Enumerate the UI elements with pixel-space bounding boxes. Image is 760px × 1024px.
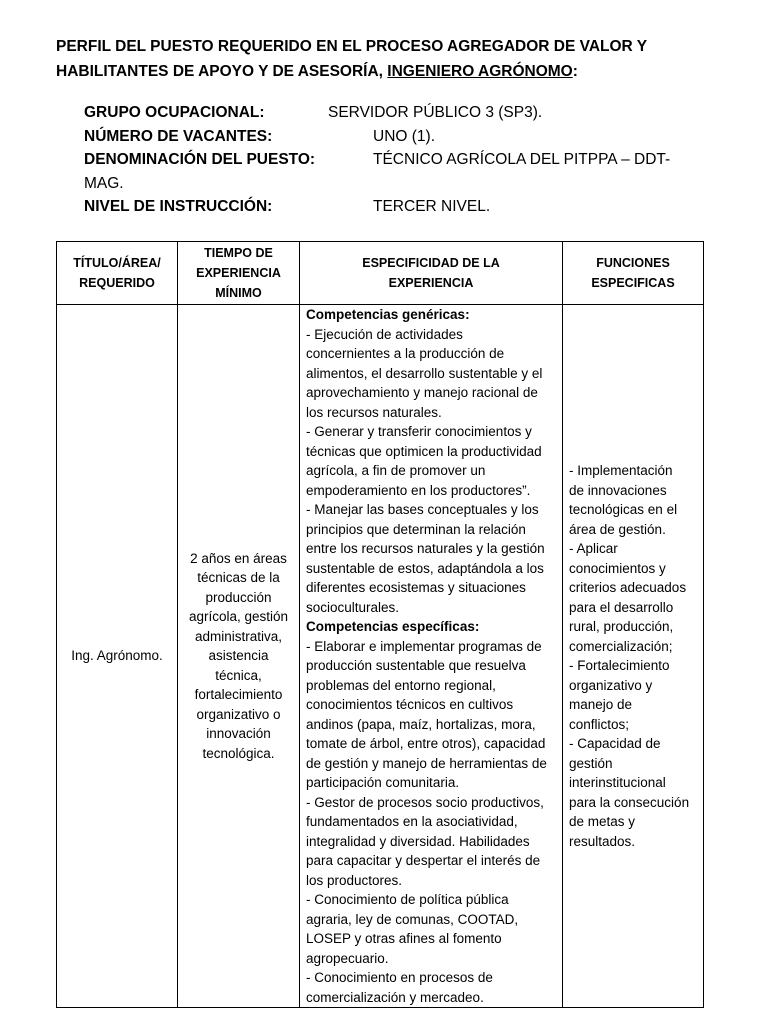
function-line: manejo de (569, 697, 633, 712)
function-line: conocimientos y (569, 560, 666, 576)
experience-line: - Ejecución de actividades (306, 326, 463, 342)
experience-line: - Conocimiento de política pública (306, 892, 509, 907)
header-titulo: TÍTULO/ÁREA/ REQUERIDO (57, 242, 178, 305)
title-position-name: INGENIERO AGRÓNOMO (387, 63, 573, 80)
experience-line: producción sustentable que resuelva (306, 658, 526, 673)
cell-especificidad (300, 305, 563, 1008)
competencias-heading: Competencias específicas: (306, 619, 480, 634)
function-line: para la consecución (569, 794, 690, 810)
experience-line: agraria, ley de comunas, COOTAD, (306, 911, 519, 927)
function-line: - Aplicar (569, 541, 618, 556)
grupo-label: GRUPO OCUPACIONAL: (84, 104, 265, 121)
table-header-row (57, 242, 704, 305)
info-row-denominacion (84, 148, 724, 195)
experience-line: conocimientos técnicos en cultivos (306, 697, 514, 712)
position-info (84, 101, 724, 219)
header-funciones: FUNCIONES ESPECIFICAS (563, 242, 704, 305)
denominacion-continuation: MAG. (84, 174, 124, 192)
experience-line: para capacitar y despertar el interés de (306, 853, 541, 868)
experience-line: - Gestor de procesos socio productivos, (306, 794, 544, 810)
experience-line: participación comunitaria. (306, 775, 460, 790)
experience-line: entre los recursos naturales y la gestión (306, 541, 545, 556)
experience-line: técnicas que optimicen la productividad (306, 443, 542, 459)
experience-line: - Elaborar e implementar programas de (306, 638, 542, 654)
experience-line: alimentos, el desarrollo sustentable y el (306, 365, 543, 381)
cell-tiempo: 2 años en áreas técnicas de la producción agrícola, gestión administrativa, asistencia técnica, fortalecimiento organizativo o innovación tecnológica. (178, 305, 300, 1008)
experience-line: integralidad y diversidad. Habilidades (306, 833, 530, 849)
function-line: criterios adecuados (569, 580, 687, 595)
experience-line: - Manejar las bases conceptuales y los (306, 502, 539, 517)
denominacion-label: DENOMINACIÓN DEL PUESTO: (84, 151, 316, 168)
experience-line: sustentable de estos, adaptándola a los (306, 560, 544, 576)
title-colon: : (572, 63, 578, 80)
profile-table (56, 241, 704, 1008)
vacantes-value: UNO (1). (373, 127, 435, 145)
function-line: rural, producción, (569, 619, 674, 634)
title-main: PERFIL DEL PUESTO REQUERIDO EN EL PROCESO AGREGADOR DE VALOR Y HABILITANTES DE APOYO Y DE ASESORÍA, (56, 38, 647, 80)
denominacion-value: TÉCNICO AGRÍCOLA DEL PITPPA – DDT- (373, 151, 671, 168)
experience-line: tomate de árbol, entre otros), capacidad (306, 736, 546, 751)
function-line: comercialización; (569, 638, 673, 654)
function-line: para el desarrollo (569, 599, 674, 615)
experience-line: - Generar y transferir conocimientos y (306, 424, 532, 439)
experience-line: los productores. (306, 872, 403, 888)
experience-line: principios que determinan la relación (306, 521, 526, 537)
info-row-vacantes (84, 125, 724, 149)
cell-titulo: Ing. Agrónomo. (57, 305, 178, 1008)
header-tiempo: TIEMPO DE EXPERIENCIA MÍNIMO (178, 242, 300, 305)
function-line: conflictos; (569, 716, 630, 732)
experience-line: los recursos naturales. (306, 404, 442, 420)
experience-line: aprovechamiento y manejo racional de (306, 385, 538, 400)
function-line: interinstitucional (569, 775, 666, 790)
experience-line: socioculturales. (306, 599, 400, 615)
function-line: organizativo y (569, 677, 653, 693)
competencias-heading: Competencias genéricas: (306, 307, 470, 322)
function-line: resultados. (569, 833, 636, 849)
experience-line: comercialización y mercadeo. (306, 989, 484, 1005)
function-line: de innovaciones (569, 482, 667, 498)
experience-line: empoderamiento en los productores”. (306, 482, 531, 498)
experience-line: diferentes ecosistemas y situaciones (306, 580, 526, 595)
grupo-value: SERVIDOR PÚBLICO 3 (SP3). (328, 104, 543, 121)
experience-line: problemas del entorno regional, (306, 677, 496, 693)
function-line: tecnológicas en el (569, 502, 678, 517)
cell-funciones (563, 305, 704, 1008)
nivel-label: NIVEL DE INSTRUCCIÓN: (84, 198, 273, 215)
experience-line: fundamentados en la asociatividad, (306, 814, 518, 829)
vacantes-label: NÚMERO DE VACANTES: (84, 127, 273, 145)
function-line: - Fortalecimiento (569, 658, 670, 673)
experience-line: agrícola, a fin de promover un (306, 463, 486, 478)
experience-line: agropecuario. (306, 950, 389, 966)
info-row-grupo (84, 101, 724, 125)
experience-line: de gestión y manejo de herramientas de (306, 755, 547, 771)
function-line: área de gestión. (569, 521, 666, 537)
function-line: gestión (569, 755, 613, 771)
experience-line: - Conocimiento en procesos de (306, 970, 493, 985)
table-row (57, 305, 704, 1008)
function-line: de metas y (569, 814, 636, 829)
info-row-nivel (84, 195, 724, 219)
experience-line: concernientes a la producción de (306, 346, 505, 361)
experience-line: andinos (papa, maíz, hortalizas, mora, (306, 716, 536, 732)
experience-line: LOSEP y otras afines al fomento (306, 931, 502, 946)
nivel-value: TERCER NIVEL. (373, 198, 491, 215)
function-line: - Capacidad de (569, 736, 661, 751)
document-title (56, 34, 726, 84)
header-especificidad: ESPECIFICIDAD DE LA EXPERIENCIA (300, 242, 563, 305)
function-line: - Implementación (569, 463, 673, 478)
